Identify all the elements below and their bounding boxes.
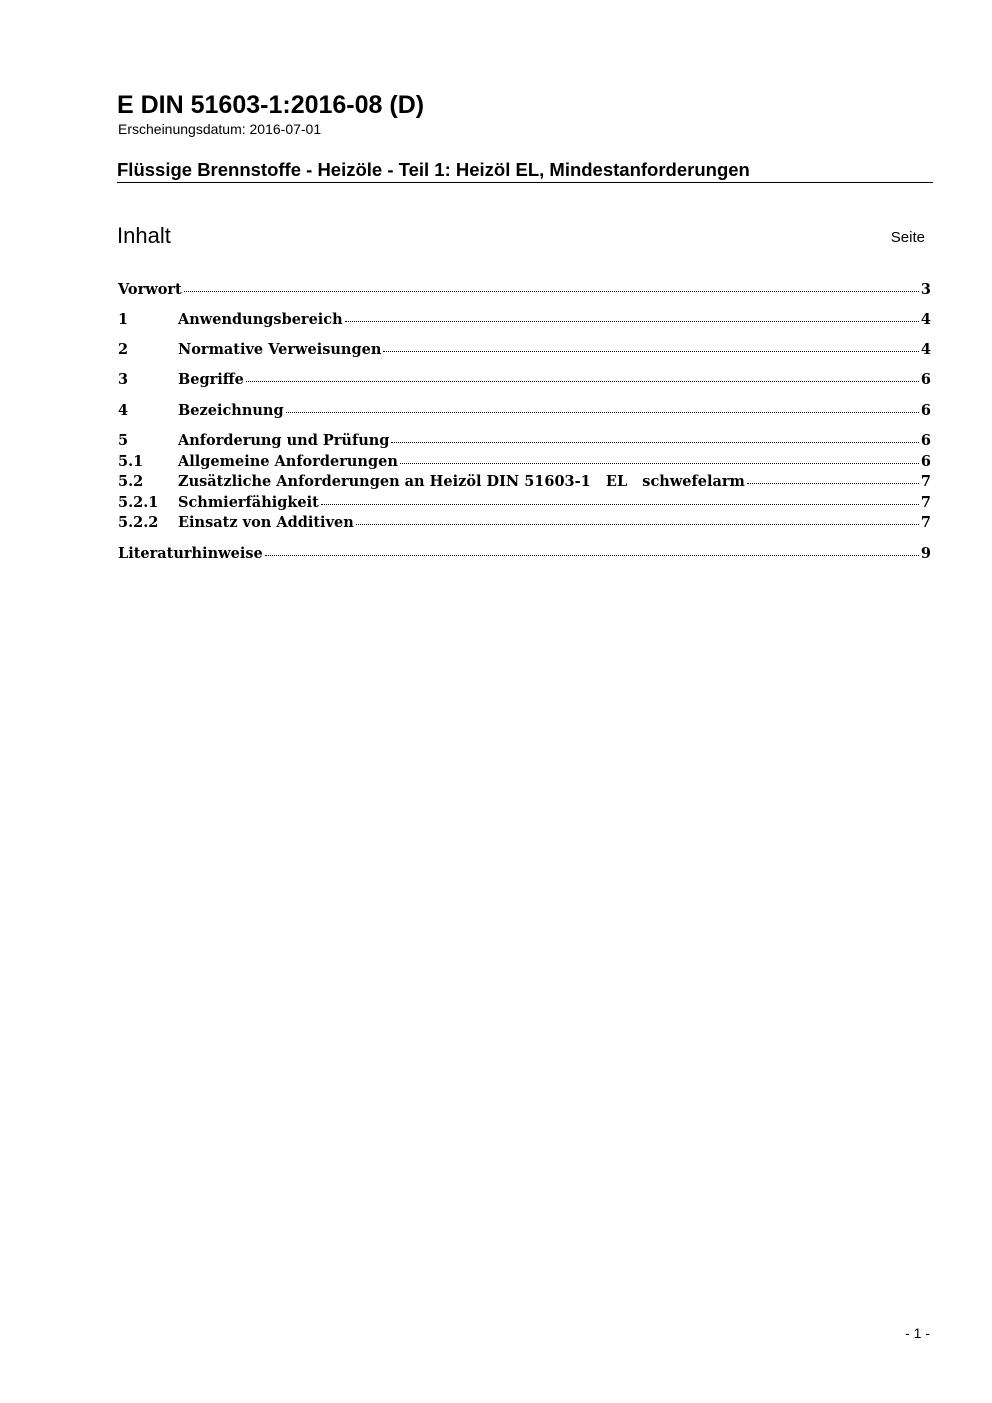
- title-underline: [117, 182, 933, 183]
- toc-entry-text: Zusätzliche Anforderungen an Heizöl DIN 51603-1 EL schwefelarm: [178, 473, 745, 490]
- toc-leader-dots: [400, 463, 919, 464]
- toc-entry-literaturhinweise[interactable]: [118, 544, 931, 564]
- toc-entry-number: 2: [118, 341, 129, 358]
- toc-entry-text: Anwendungsbereich: [178, 311, 343, 328]
- toc-entry-page: 7: [920, 494, 931, 511]
- toc-entry-5-1[interactable]: [118, 452, 931, 472]
- toc-entry-number: 4: [118, 402, 129, 419]
- toc-entry-5-2-1[interactable]: [118, 493, 931, 513]
- toc-entry-4[interactable]: [118, 401, 931, 421]
- toc-entry-text: Begriffe: [178, 371, 244, 388]
- toc-heading: Inhalt: [117, 223, 171, 248]
- toc-entry-1[interactable]: [118, 310, 931, 330]
- document-title: Flüssige Brennstoffe - Heizöle - Teil 1: Heizöl EL, Mindestanforderungen: [117, 159, 750, 180]
- page-number: - 1 -: [905, 1325, 930, 1341]
- toc-leader-dots: [747, 483, 919, 484]
- toc-leader-dots: [383, 351, 919, 352]
- toc-entry-page: 6: [920, 432, 931, 449]
- toc-entry-page: 3: [920, 281, 931, 298]
- toc-entry-text: Allgemeine Anforderungen: [178, 453, 398, 470]
- toc-entry-page: 4: [920, 311, 931, 328]
- toc-leader-dots: [391, 442, 918, 443]
- toc-leader-dots: [265, 555, 919, 556]
- toc-leader-dots: [356, 524, 919, 525]
- document-id: E DIN 51603-1:2016-08 (D): [117, 91, 425, 119]
- toc-entry-3[interactable]: [118, 370, 931, 390]
- toc-entry-vorwort[interactable]: [118, 280, 931, 300]
- toc-entry-number: 5.2.1: [118, 494, 159, 511]
- toc-entry-page: 6: [920, 402, 931, 419]
- toc-entry-page: 4: [920, 341, 931, 358]
- toc-entry-text: Literaturhinweise: [118, 545, 263, 562]
- toc-entry-5-2[interactable]: [118, 472, 931, 492]
- toc-entry-page: 9: [920, 545, 931, 562]
- toc-entry-text: Anforderung und Prüfung: [178, 432, 390, 449]
- publication-date: Erscheinungsdatum: 2016-07-01: [118, 121, 322, 137]
- toc-entry-number: 5.2.2: [118, 514, 159, 531]
- toc-entry-number: 3: [118, 371, 129, 388]
- toc-entry-page: 6: [920, 453, 931, 470]
- toc-entry-5[interactable]: [118, 431, 931, 451]
- toc-leader-dots: [184, 291, 919, 292]
- toc-leader-dots: [321, 504, 919, 505]
- toc-entry-text: Vorwort: [118, 281, 182, 298]
- toc-entry-text: Einsatz von Additiven: [178, 514, 354, 531]
- toc-entry-number: 5.2: [118, 473, 144, 490]
- toc-page-column-label: Seite: [890, 229, 925, 246]
- toc-entry-number: 5: [118, 432, 129, 449]
- toc-leader-dots: [345, 321, 919, 322]
- toc-leader-dots: [286, 412, 919, 413]
- toc-entry-page: 6: [920, 371, 931, 388]
- toc-entry-text: Bezeichnung: [178, 402, 284, 419]
- toc-entry-number: 5.1: [118, 453, 144, 470]
- toc-entry-page: 7: [920, 473, 931, 490]
- toc-entry-text: Schmierfähigkeit: [178, 494, 319, 511]
- toc-entry-page: 7: [920, 514, 931, 531]
- toc-leader-dots: [246, 381, 919, 382]
- toc-entry-number: 1: [118, 311, 129, 328]
- toc-entry-text: Normative Verweisungen: [178, 341, 382, 358]
- toc-entry-5-2-2[interactable]: [118, 513, 931, 533]
- toc-entry-2[interactable]: [118, 340, 931, 360]
